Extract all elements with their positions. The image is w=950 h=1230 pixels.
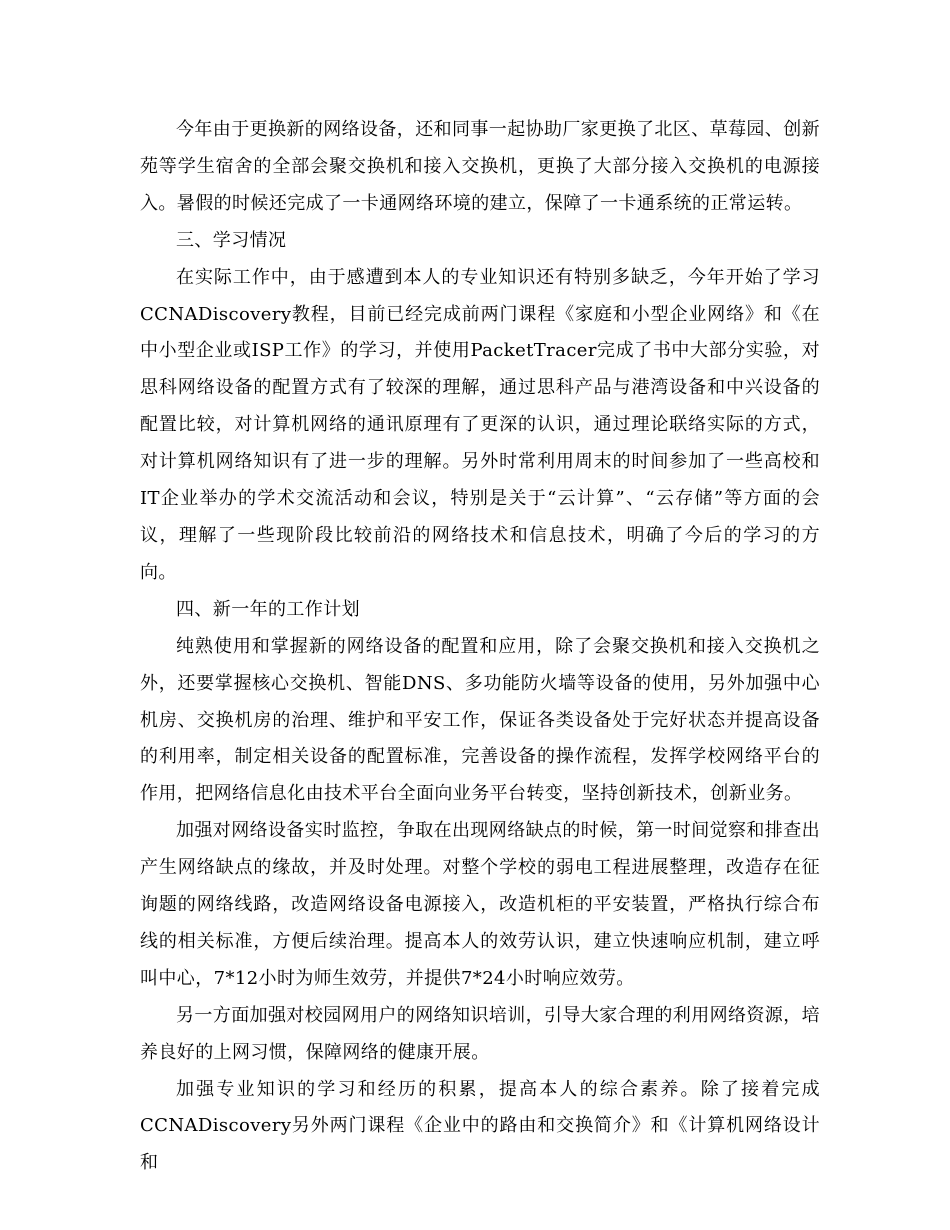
paragraph-plan-equipment: 纯熟使用和掌握新的网络设备的配置和应用，除了会聚交换机和接入交换机之外，还要掌握核心交换机、智能DNS、多功能防火墙等设备的使用，另外加强中心机房、交换机房的治理、维护和平安工作，保证各类设备处于完好状态并提高设备的利用率，制定相关设备的配置标准，完善设备的操作流程，发挥学校网络平台的作用，把网络信息化由技术平台全面向业务平台转变，坚持创新技术，创新业务。: [140, 635, 820, 805]
paragraph-plan-professional-study: 加强专业知识的学习和经历的积累，提高本人的综合素养。除了接着完成CCNADiscovery另外两门课程《企业中的路由和交换简介》和《计算机网络设计和: [140, 1078, 820, 1174]
paragraph-network-equipment-replacement: 今年由于更换新的网络设备，还和同事一起协助厂家更换了北区、草莓园、创新苑等学生宿舍的全部会聚交换机和接入交换机，更换了大部分接入交换机的电源接入。暑假的时候还完成了一卡通网络环境的建立，保障了一卡通系统的正常运转。: [140, 119, 820, 214]
paragraph-plan-training: 另一方面加强对校园网用户的网络知识培训，引导大家合理的利用网络资源，培养良好的上网习惯，保障网络的健康开展。: [140, 1004, 820, 1063]
document-body: [140, 112, 820, 1182]
paragraph-plan-monitoring: 加强对网络设备实时监控，争取在出现网络缺点的时候，第一时间觉察和排查出产生网络缺点的缘故，并及时处理。对整个学校的弱电工程进展整理，改造存在征询题的网络线路，改造网络设备电源接入，改造机柜的平安装置，严格执行综合布线的相关标准，方便后续治理。提高本人的效劳认识，建立快速响应机制，建立呼叫中心，7*12小时为师生效劳，并提供7*24小时响应效劳。: [140, 820, 820, 989]
section-heading-work-plan: 四、新一年的工作计划: [176, 598, 360, 620]
section-heading-study: 三、学习情况: [176, 229, 287, 251]
paragraph-study-situation: 在实际工作中，由于感遭到本人的专业知识还有特别多缺乏，今年开始了学习CCNADiscovery教程，目前已经完成前两门课程《家庭和小型企业网络》和《在中小型企业或ISP工作》的学习，并使用PacketTracer完成了书中大部分实验，对思科网络设备的配置方式有了较深的理解，通过思科产品与港湾设备和中兴设备的配置比较，对计算机网络的通讯原理有了更深的认识，通过理论联络实际的方式，对计算机网络知识有了进一步的理解。另外时常利用周末的时间参加了一些高校和IT企业举办的学术交流活动和会议，特别是关于“云计算”、“云存储”等方面的会议，理解了一些现阶段比较前沿的网络技术和信息技术，明确了今后的学习的方向。: [140, 266, 820, 583]
